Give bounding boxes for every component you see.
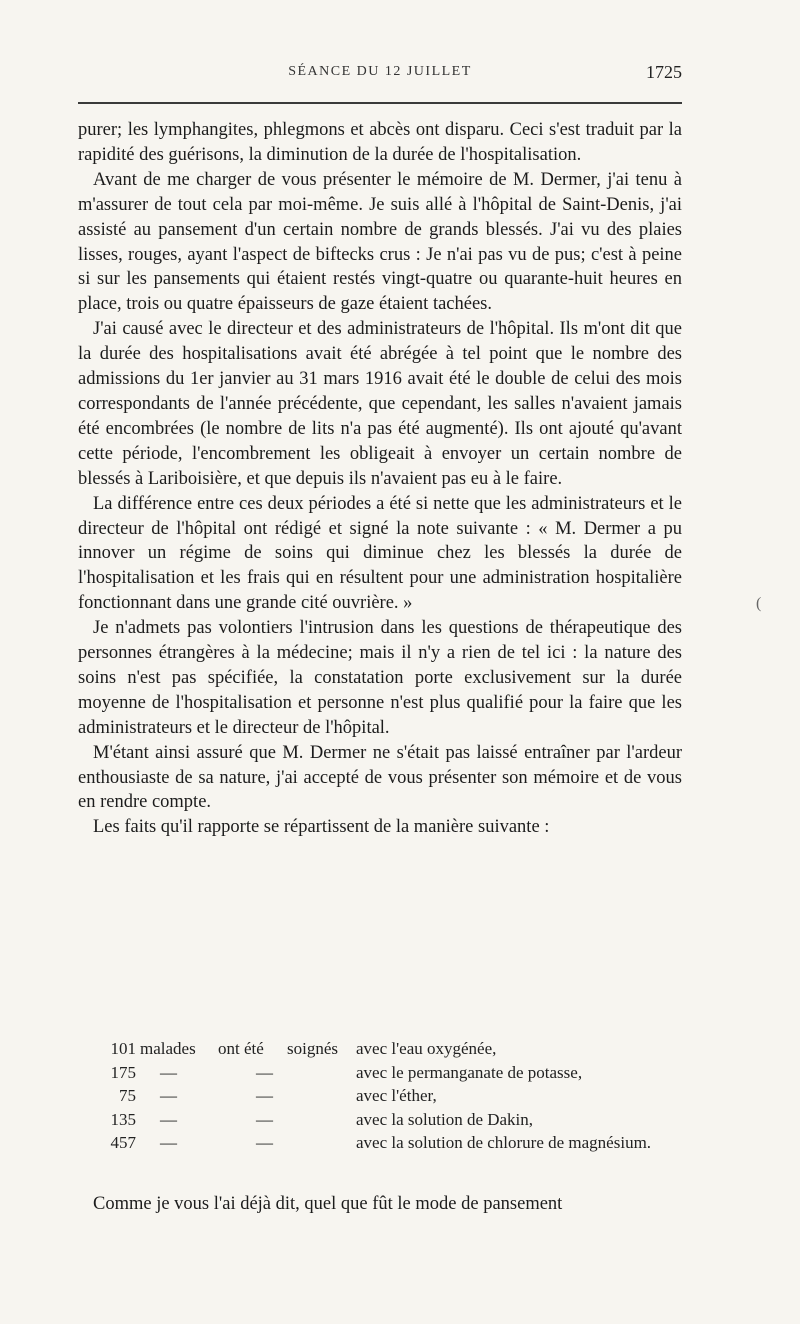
- header-rule: [78, 102, 682, 104]
- ditto-mark: —: [160, 1109, 177, 1129]
- treatment-tally: [100, 1037, 680, 1178]
- tally-row: [100, 1037, 680, 1061]
- tally-row: [100, 1131, 680, 1178]
- paragraph: Je n'admets pas volontiers l'intrusion dans les questions de thérapeutique des personnes étrangères à la médecine; mais il n'y a rien de tel ici : la nature des soins n'est pas spécifiée, la constatation porte exclusivement sur la durée moyenne de l'hospitalisation et personne n'est plus qualifié pour la faire que les administrateurs et le directeur de l'hôpital.: [78, 618, 682, 738]
- patient-count: 175: [110, 1062, 136, 1082]
- margin-mark: (: [756, 595, 762, 612]
- running-title: SÉANCE DU 12 JUILLET: [288, 64, 472, 79]
- ditto-mark: —: [160, 1133, 177, 1152]
- paragraph: J'ai causé avec le directeur et des administrateurs de l'hôpital. Ils m'ont dit que la durée des hospitalisations avait été abrégée à tel point que le nombre des admissions du 1er janvier au 31 mars 1916 avait été le double de celui des mois correspondants de l'année précédente, que cependant, les salles n'avaient jamais été encombrées (le nombre de lits n'a pas été augmenté). Ils ont ajouté qu'avant cette période, l'encombrement les obligeait à envoyer un certain nombre de blessés à Lariboisière, et que depuis ils n'avaient pas eu à le faire.: [78, 319, 682, 489]
- patient-count: 135: [110, 1109, 136, 1129]
- ditto-mark: —: [160, 1062, 177, 1082]
- treatment: avec la solution de Dakin,: [356, 1109, 534, 1129]
- continuation-line: Comme je vous l'ai déjà dit, quel que fût le mode de pansement: [93, 1194, 563, 1214]
- page-header: [78, 64, 682, 88]
- ditto-mark: —: [256, 1086, 273, 1105]
- tally-row: [100, 1108, 680, 1132]
- paragraph: purer; les lymphangites, phlegmons et abcès ont disparu. Ceci s'est traduit par la rapidité des guérisons, la diminution de la durée de l'hospitalisation.: [78, 120, 682, 165]
- patient-count: 457: [110, 1133, 136, 1152]
- tally-word: ont été: [218, 1039, 264, 1058]
- paragraph: Les faits qu'il rapporte se répartissent de la manière suivante :: [93, 817, 550, 838]
- patient-count: 75: [119, 1086, 136, 1105]
- ditto-mark: —: [256, 1062, 273, 1082]
- treatment: avec l'eau oxygénée,: [356, 1039, 497, 1058]
- treatment: avec l'éther,: [356, 1086, 437, 1105]
- tally-word: malades: [140, 1039, 196, 1058]
- ditto-mark: —: [256, 1133, 273, 1152]
- paragraph: La différence entre ces deux périodes a été si nette que les administrateurs et le directeur de l'hôpital ont rédigé et signé la note suivante : « M. Dermer a pu innover un régime de soins qui diminue chez les blessés la durée de l'hospitalisation et les frais qui en résultent pour une administration hospitalière fonctionnant dans une grande cité ouvrière. »: [78, 493, 682, 614]
- treatment: avec le permanganate de potasse,: [356, 1062, 583, 1082]
- ditto-mark: —: [160, 1086, 177, 1105]
- paragraph: Avant de me charger de vous présenter le mémoire de M. Dermer, j'ai tenu à m'assurer de tout cela par moi-même. Je suis allé à l'hôpital de Saint-Denis, j'ai assisté au pansement d'un certain nombre de grands blessés. J'ai vu des plaies lisses, rouges, ayant l'aspect de biftecks crus : Je n'ai pas vu de pus; c'est à peine si sur les pansements qui étaient restés vingt-quatre ou quarante-huit heures en place, trois ou quatre épaisseurs de gaze étaient tachées.: [78, 169, 682, 315]
- patient-count: 101: [110, 1039, 136, 1058]
- ditto-mark: —: [256, 1109, 273, 1129]
- body-text: [78, 118, 682, 840]
- tally-word: soignés: [287, 1039, 338, 1058]
- tally-row: [100, 1061, 680, 1085]
- page-number: 1725: [646, 62, 682, 82]
- tally-row: [100, 1084, 680, 1108]
- paragraph: M'étant ainsi assuré que M. Dermer ne s'était pas laissé entraîner par l'ardeur enthousiaste de sa nature, j'ai accepté de vous présenter son mémoire et de vous en rendre compte.: [78, 742, 682, 813]
- treatment: avec la solution de chlorure de magnésium.: [356, 1133, 652, 1152]
